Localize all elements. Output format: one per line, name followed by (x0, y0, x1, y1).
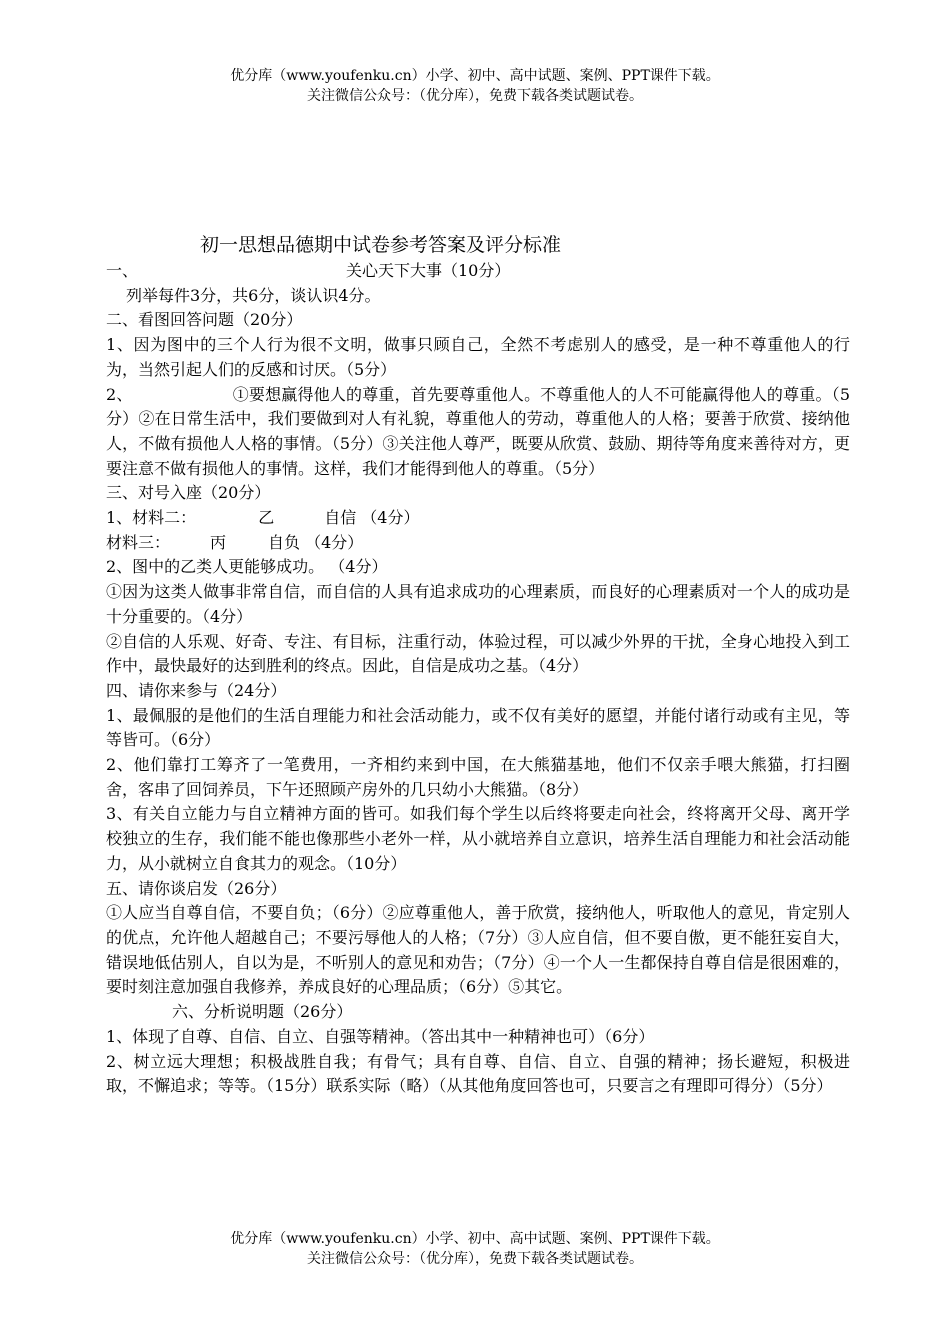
footer-line-2: 关注微信公众号：（优分库），免费下载各类试题试卷。 (307, 1251, 643, 1267)
section-2-paragraph-2-text: ①要想赢得他人的尊重，首先要尊重他人。不尊重他人的人不可能赢得他人的尊重。（5分）②在日常生活中，我们要做到对人有礼貌，尊重他人的劳动，尊重他人的人格；要善于欣赏、接纳他人，不做有损他人人格的事情。（5分）③关注他人尊严，既要从欣赏、鼓励、期待等角度来善待对方，更要注意不做有损他人的事情。这样，我们才能得到他人的尊重。（5分） (106, 384, 850, 478)
section-1-heading (106, 259, 850, 284)
section-1-number: 一、 (106, 261, 139, 280)
section-1-line: 列举每件3分，共6分，谈认识4分。 (126, 285, 381, 305)
document-body (106, 259, 850, 1099)
section-4-paragraph-3: 3、有关自立能力与自立精神方面的皆可。如我们每个学生以后终将要走向社会，终将离开父母、离开学校独立的生存，我们能不能也像那些小老外一样，从小就培养自立意识，培养生活自理能力和社会活动能力，从小就树立自食其力的观念。（10分） (106, 804, 850, 873)
section-3-material-3 (106, 531, 850, 556)
document-title: 初一思想品德期中试卷参考答案及评分标准 (200, 234, 562, 256)
material-3-trait: 自负 （4分） (268, 532, 364, 552)
section-3-question-2: 2、图中的乙类人更能够成功。 （4分） (106, 557, 388, 577)
header-line-1: 优分库（www.youfenku.cn）小学、初中、高中试题、案例、PPT课件下载。 (230, 68, 720, 84)
section-4-paragraph-2: 2、他们靠打工筹齐了一笔费用，一齐相约来到中国，在大熊猫基地，他们不仅亲手喂大熊猫，打扫圈舍，客串了回饲养员，下午还照顾产房外的几只幼小大熊猫。（8分） (106, 755, 850, 799)
footer-line-1: 优分库（www.youfenku.cn）小学、初中、高中试题、案例、PPT课件下载。 (230, 1231, 720, 1247)
section-4-heading: 四、请你来参与（24分） (106, 680, 287, 700)
page-header (0, 66, 950, 106)
section-3-heading: 三、对号入座（20分） (106, 483, 271, 503)
section-1-title: 关心天下大事（10分） (346, 261, 511, 280)
section-6-heading: 六、分析说明题（26分） (172, 1002, 353, 1022)
section-2-paragraph-2 (106, 383, 850, 482)
material-2-trait: 自信 （4分） (324, 508, 420, 528)
material-3-answer: 丙 (210, 532, 227, 552)
section-3-reason-2: ②自信的人乐观、好奇、专注、有目标，注重行动，体验过程，可以减少外界的干扰，全身心地投入到工作中，最快最好的达到胜利的终点。因此，自信是成功之基。（4分） (106, 631, 850, 676)
material-2-label: 1、材料二： (106, 508, 197, 528)
section-5-paragraph-1: ①人应当自尊自信，不要自负；（6分）②应尊重他人，善于欣赏，接纳他人，听取他人的意见，肯定别人的优点，允许他人超越自己；不要污辱他人的人格；（7分）③人应自信，但不要自傲，更不能狂妄自大，错误地低估别人，自以为是，不听别人的意见和劝告；（7分）④一个人一生都保持自尊自信是很困难的，要时刻注意加强自我修养，养成良好的心理品质；（6分）⑤其它。 (106, 903, 850, 997)
section-2-heading: 二、看图回答问题（20分） (106, 310, 303, 330)
header-line-2: 关注微信公众号：（优分库），免费下载各类试题试卷。 (307, 88, 643, 104)
section-5-heading: 五、请你谈启发（26分） (106, 878, 287, 898)
section-4-paragraph-1: 1、最佩服的是他们的生活自理能力和社会活动能力，或不仅有美好的愿望，并能付诸行动或有主见，等等皆可。（6分） (106, 705, 850, 750)
material-2-answer: 乙 (258, 508, 275, 528)
section-6-paragraph-1: 1、体现了自尊、自信、自立、自强等精神。（答出其中一种精神也可）（6分） (106, 1026, 655, 1046)
section-2-paragraph-1: 1、因为图中的三个人行为很不文明，做事只顾自己，全然不考虑别人的感受，是一种不尊重他人的行为，当然引起人们的反感和讨厌。（5分） (106, 335, 850, 379)
section-3-reason-1: ①因为这类人做事非常自信，而自信的人具有追求成功的心理素质，而良好的心理素质对一个人的成功是十分重要的。（4分） (106, 582, 850, 626)
page-footer (0, 1229, 950, 1269)
section-2-paragraph-2-number: 2、 (106, 384, 133, 404)
material-3-label: 材料三： (106, 532, 171, 552)
section-6-paragraph-2: 2、树立远大理想；积极战胜自我；有骨气；具有自尊、自信、自立、自强的精神；扬长避短，积极进取，不懈追求；等等。（15分）联系实际（略）（从其他角度回答也可，只要言之有理即可得分）（5分） (106, 1051, 850, 1096)
section-3-material-2 (106, 506, 850, 531)
